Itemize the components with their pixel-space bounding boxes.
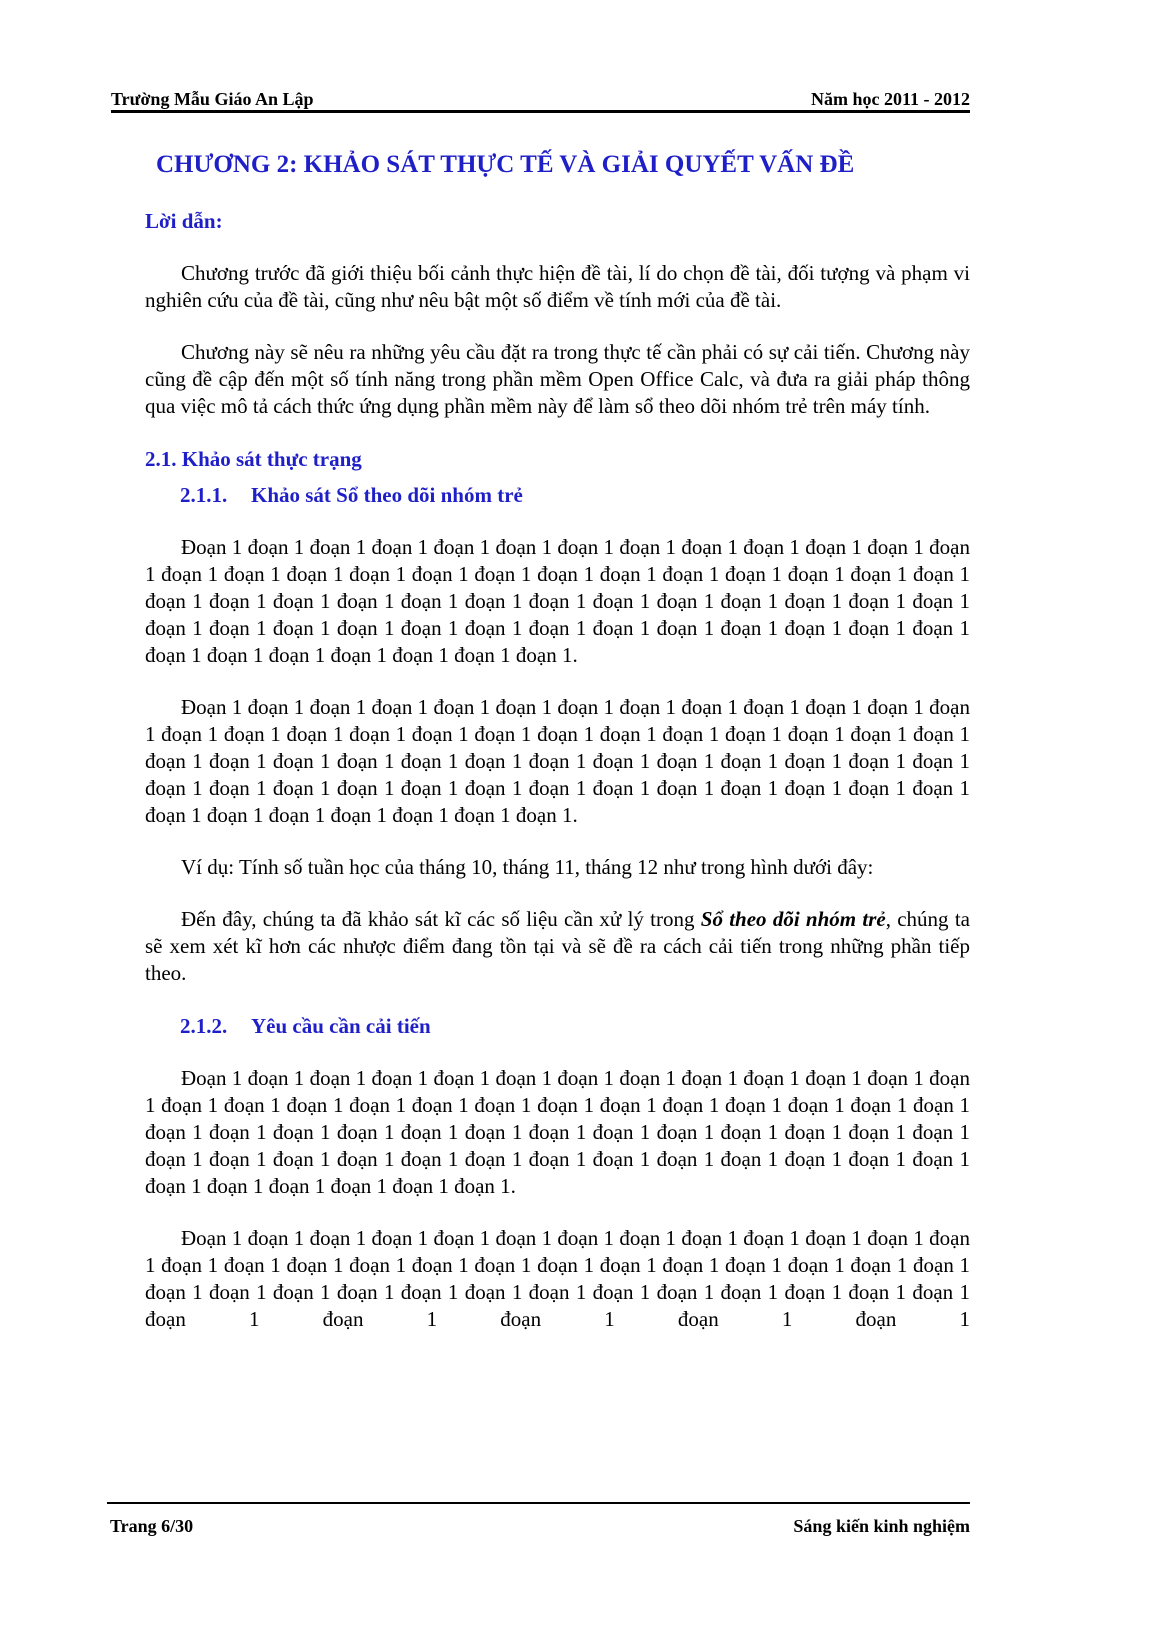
section-2-1-1-number: 2.1.1. (180, 483, 228, 507)
section-2-1-2-paragraph-2: Đoạn 1 đoạn 1 đoạn 1 đoạn 1 đoạn 1 đoạn 1 đoạn 1 đoạn 1 đoạn 1 đoạn 1 đoạn 1 đoạn 1 đoạn 1 đoạn 1 đoạn 1 đoạn 1 đoạn 1 đoạn 1 đoạn 1 đoạn 1 đoạn 1 đoạn 1 đoạn 1 đoạn 1 đoạn 1 đoạn 1 đoạn 1 đoạn 1 đoạn 1 đoạn 1 đoạn 1 đoạn 1 đoạn 1 đoạn 1 đoạn 1 đoạn 1 đoạn 1 đoạn 1 đoạn 1 đoạn 1 đoạn 1 đoạn 1 đoạn 1 đoạn 1 (145, 1226, 970, 1331)
header-school: Trường Mẫu Giáo An Lập (111, 89, 314, 109)
intro-heading: Lời dẫn: (145, 209, 223, 233)
header-school-year: Năm học 2011 - 2012 (811, 89, 970, 109)
page-header (111, 86, 970, 113)
section-2-1-2-heading (180, 1011, 970, 1041)
intro-paragraph-1: Chương trước đã giới thiệu bối cảnh thực hiện đề tài, lí do chọn đề tài, đối tượng và phạm vi nghiên cứu của đề tài, cũng như nêu bật một số điểm về tính mới của đề tài. (145, 261, 970, 312)
conclusion-text-before: Đến đây, chúng ta đã khảo sát kĩ các số liệu cần xử lý trong (181, 907, 701, 931)
conclusion-paragraph (145, 906, 970, 987)
example-paragraph: Ví dụ: Tính số tuần học của tháng 10, tháng 11, tháng 12 như trong hình dưới đây: (181, 855, 874, 879)
footer-doc-type: Sáng kiến kinh nghiệm (793, 1516, 970, 1536)
section-2-1-2-number: 2.1.2. (180, 1014, 228, 1038)
page-content (145, 148, 970, 1333)
page-footer (107, 1502, 970, 1536)
footer-page-number: Trang 6/30 (110, 1516, 194, 1536)
chapter-title: CHƯƠNG 2: KHẢO SÁT THỰC TẾ VÀ GIẢI QUYẾT VẤN ĐỀ (156, 151, 855, 178)
section-2-1-1-paragraph-2: Đoạn 1 đoạn 1 đoạn 1 đoạn 1 đoạn 1 đoạn 1 đoạn 1 đoạn 1 đoạn 1 đoạn 1 đoạn 1 đoạn 1 đoạn 1 đoạn 1 đoạn 1 đoạn 1 đoạn 1 đoạn 1 đoạn 1 đoạn 1 đoạn 1 đoạn 1 đoạn 1 đoạn 1 đoạn 1 đoạn 1 đoạn 1 đoạn 1 đoạn 1 đoạn 1 đoạn 1 đoạn 1 đoạn 1 đoạn 1 đoạn 1 đoạn 1 đoạn 1 đoạn 1 đoạn 1 đoạn 1 đoạn 1 đoạn 1 đoạn 1 đoạn 1 đoạn 1 đoạn 1 đoạn 1 đoạn 1 đoạn 1 đoạn 1 đoạn 1 đoạn 1 đoạn 1 đoạn 1 đoạn 1 đoạn 1 đoạn 1 đoạn 1 đoạn 1. (145, 695, 970, 827)
conclusion-text-after: , chúng ta sẽ xem xét kĩ hơn các nhược điểm đang tồn tại và sẽ đề ra cách cải tiến trong những phần tiếp theo. (145, 907, 970, 985)
section-2-1-heading: 2.1. Khảo sát thực trạng (145, 447, 362, 471)
conclusion-emphasis: Sổ theo dõi nhóm trẻ (700, 907, 886, 931)
section-2-1-1-heading (180, 480, 970, 510)
section-2-1-1-title: Khảo sát Sổ theo dõi nhóm trẻ (251, 483, 523, 507)
section-2-1-2-paragraph-1: Đoạn 1 đoạn 1 đoạn 1 đoạn 1 đoạn 1 đoạn 1 đoạn 1 đoạn 1 đoạn 1 đoạn 1 đoạn 1 đoạn 1 đoạn 1 đoạn 1 đoạn 1 đoạn 1 đoạn 1 đoạn 1 đoạn 1 đoạn 1 đoạn 1 đoạn 1 đoạn 1 đoạn 1 đoạn 1 đoạn 1 đoạn 1 đoạn 1 đoạn 1 đoạn 1 đoạn 1 đoạn 1 đoạn 1 đoạn 1 đoạn 1 đoạn 1 đoạn 1 đoạn 1 đoạn 1 đoạn 1 đoạn 1 đoạn 1 đoạn 1 đoạn 1 đoạn 1 đoạn 1 đoạn 1 đoạn 1 đoạn 1 đoạn 1 đoạn 1 đoạn 1 đoạn 1 đoạn 1 đoạn 1 đoạn 1 đoạn 1 đoạn 1. (145, 1066, 970, 1198)
section-2-1-2-title: Yêu cầu cần cải tiến (251, 1014, 431, 1038)
section-2-1-1-paragraph-1: Đoạn 1 đoạn 1 đoạn 1 đoạn 1 đoạn 1 đoạn 1 đoạn 1 đoạn 1 đoạn 1 đoạn 1 đoạn 1 đoạn 1 đoạn 1 đoạn 1 đoạn 1 đoạn 1 đoạn 1 đoạn 1 đoạn 1 đoạn 1 đoạn 1 đoạn 1 đoạn 1 đoạn 1 đoạn 1 đoạn 1 đoạn 1 đoạn 1 đoạn 1 đoạn 1 đoạn 1 đoạn 1 đoạn 1 đoạn 1 đoạn 1 đoạn 1 đoạn 1 đoạn 1 đoạn 1 đoạn 1 đoạn 1 đoạn 1 đoạn 1 đoạn 1 đoạn 1 đoạn 1 đoạn 1 đoạn 1 đoạn 1 đoạn 1 đoạn 1 đoạn 1 đoạn 1 đoạn 1 đoạn 1 đoạn 1 đoạn 1 đoạn 1 đoạn 1. (145, 535, 970, 667)
intro-paragraph-2: Chương này sẽ nêu ra những yêu cầu đặt ra trong thực tế cần phải có sự cải tiến. Chương này cũng đề cập đến một số tính năng trong phần mềm Open Office Calc, và đưa ra giải pháp thông qua việc mô tả cách thức ứng dụng phần mềm này để làm sổ theo dõi nhóm trẻ trên máy tính. (145, 340, 970, 418)
